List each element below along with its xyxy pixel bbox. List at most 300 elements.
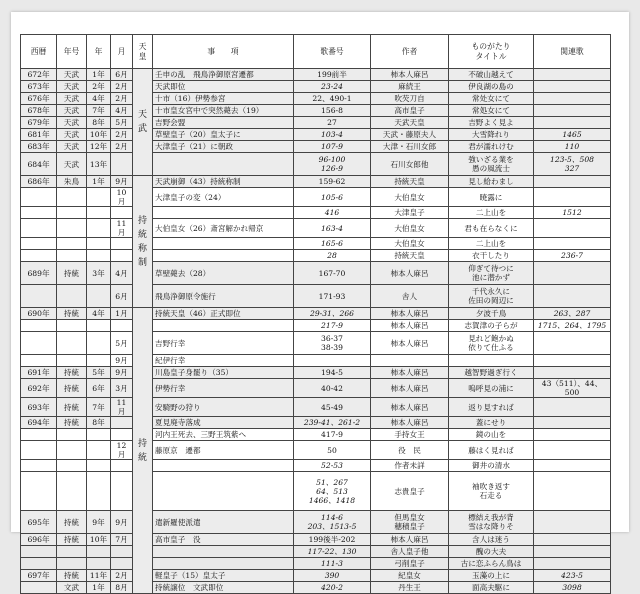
cell-title: 藤はく見れば	[449, 441, 534, 460]
cell-event: 大津皇子（21）に朝政	[153, 141, 294, 153]
cell-song: 36-37 38-39	[294, 332, 371, 355]
cell-event: 安騎野の狩り	[153, 398, 294, 417]
cell-year	[21, 460, 57, 472]
cell-event: 持統譲位 文武即位	[153, 582, 294, 594]
cell-title: 衣干したり	[449, 250, 534, 262]
cell-era: 天武	[57, 129, 87, 141]
cell-year: 683年	[21, 141, 57, 153]
cell-month	[111, 320, 133, 332]
cell-era: 天武	[57, 105, 87, 117]
cell-event: 夏見廃寺落成	[153, 417, 294, 429]
cell-month: 9月	[111, 367, 133, 379]
table-row	[21, 93, 611, 105]
cell-year	[21, 558, 57, 570]
header-jiko: 事 項	[153, 35, 294, 69]
cell-era: 文武	[57, 582, 87, 594]
table-row	[21, 262, 611, 285]
cell-month: 11月	[111, 398, 133, 417]
cell-title: 常处女にて	[449, 93, 534, 105]
cell-month	[111, 153, 133, 176]
table-row	[21, 238, 611, 250]
cell-song: 22、490-1	[294, 93, 371, 105]
cell-related	[534, 219, 611, 238]
cell-author: 大伯皇女	[371, 219, 449, 238]
cell-author: 志貴皇子	[371, 472, 449, 511]
cell-era	[57, 188, 87, 207]
cell-nen: 1年	[87, 176, 111, 188]
cell-author: 柿本人麻呂	[371, 367, 449, 379]
table-row	[21, 441, 611, 460]
cell-title: 標結え我が背 雪はな降りそ	[449, 511, 534, 534]
cell-era	[57, 332, 87, 355]
cell-month: 1月	[111, 308, 133, 320]
cell-song: 217-9	[294, 320, 371, 332]
cell-related	[534, 558, 611, 570]
header-kabango: 歌番号	[294, 35, 371, 69]
cell-era	[57, 207, 87, 219]
cell-author: 柿本人麻呂	[371, 320, 449, 332]
header-nengo: 年号	[57, 35, 87, 69]
cell-author	[371, 355, 449, 367]
cell-era: 持統	[57, 570, 87, 582]
cell-song	[294, 355, 371, 367]
cell-year	[21, 355, 57, 367]
cell-related: 423-5	[534, 570, 611, 582]
cell-title: 二上山を	[449, 238, 534, 250]
cell-month: 6月	[111, 69, 133, 81]
cell-author: 大伯皇女	[371, 238, 449, 250]
cell-year: 684年	[21, 153, 57, 176]
cell-title	[449, 355, 534, 367]
emperor-char: 持	[137, 215, 147, 226]
header-tsuki: 月	[111, 35, 133, 69]
table-row	[21, 207, 611, 219]
table-row	[21, 69, 611, 81]
cell-title: 袖吹き返す 石走る	[449, 472, 534, 511]
cell-title: 君も在らなくに	[449, 219, 534, 238]
cell-nen	[87, 441, 111, 460]
cell-era	[57, 238, 87, 250]
cell-author: 役 民	[371, 441, 449, 460]
cell-song: 52-53	[294, 460, 371, 472]
cell-song: 103-4	[294, 129, 371, 141]
cell-event: 草壁薨去（28）	[153, 262, 294, 285]
cell-song: 50	[294, 441, 371, 460]
cell-nen	[87, 546, 111, 558]
cell-year	[21, 332, 57, 355]
cell-year	[21, 582, 57, 594]
cell-author: 大伯皇女	[371, 188, 449, 207]
cell-year: 676年	[21, 93, 57, 105]
cell-title: 面高夫駆に	[449, 582, 534, 594]
cell-title: 含人は迷う	[449, 534, 534, 546]
cell-song: 27	[294, 117, 371, 129]
cell-nen: 1年	[87, 582, 111, 594]
table-row	[21, 141, 611, 153]
table-row	[21, 308, 611, 320]
cell-month	[111, 417, 133, 429]
table-row	[21, 379, 611, 398]
cell-year: 696年	[21, 534, 57, 546]
cell-month: 2月	[111, 141, 133, 153]
cell-era: 持統	[57, 308, 87, 320]
cell-related	[534, 81, 611, 93]
cell-nen	[87, 238, 111, 250]
cell-nen: 7年	[87, 398, 111, 417]
cell-author: 吹芡刀自	[371, 93, 449, 105]
cell-event	[153, 472, 294, 511]
cell-song: 390	[294, 570, 371, 582]
cell-nen	[87, 332, 111, 355]
cell-year	[21, 238, 57, 250]
cell-author: 大津皇子	[371, 207, 449, 219]
cell-song: 199前半	[294, 69, 371, 81]
cell-event: 飛鳥浄御原令施行	[153, 285, 294, 308]
cell-year	[21, 546, 57, 558]
cell-event	[153, 320, 294, 332]
cell-event: 川島皇子身罷り（35）	[153, 367, 294, 379]
cell-related	[534, 117, 611, 129]
cell-related	[534, 367, 611, 379]
cell-event	[153, 546, 294, 558]
cell-title: 吉野よく見よ	[449, 117, 534, 129]
cell-author: 柿本人麻呂	[371, 534, 449, 546]
cell-related	[534, 176, 611, 188]
cell-nen: 1年	[87, 69, 111, 81]
cell-related	[534, 332, 611, 355]
cell-era	[57, 355, 87, 367]
cell-title: 見れど飽かぬ 依りて仕ふる	[449, 332, 534, 355]
header-seireki: 西暦	[21, 35, 57, 69]
cell-month	[111, 460, 133, 472]
cell-nen	[87, 472, 111, 511]
chronology-table	[20, 34, 611, 594]
cell-author: 柿本人麻呂	[371, 332, 449, 355]
header-kanrenka: 関連歌	[534, 35, 611, 69]
cell-author: 柿本人麻呂	[371, 308, 449, 320]
cell-song: 28	[294, 250, 371, 262]
cell-year	[21, 188, 57, 207]
cell-related	[534, 69, 611, 81]
cell-related	[534, 441, 611, 460]
cell-year: 692年	[21, 379, 57, 398]
cell-related: 110	[534, 141, 611, 153]
cell-nen: 13年	[87, 153, 111, 176]
cell-era: 天武	[57, 117, 87, 129]
cell-nen	[87, 429, 111, 441]
cell-era: 天武	[57, 93, 87, 105]
cell-year: 695年	[21, 511, 57, 534]
cell-year	[21, 320, 57, 332]
table-row	[21, 105, 611, 117]
cell-year	[21, 472, 57, 511]
cell-related: 1512	[534, 207, 611, 219]
cell-author: 天武天皇	[371, 117, 449, 129]
cell-song: 420-2	[294, 582, 371, 594]
cell-month	[111, 429, 133, 441]
emperor-char: 制	[137, 257, 147, 268]
cell-related	[534, 188, 611, 207]
cell-song: 51、267 64、513 1466、1418	[294, 472, 371, 511]
cell-event: 吉野行幸	[153, 332, 294, 355]
table-row	[21, 417, 611, 429]
cell-title: 越智野過ぎ行く	[449, 367, 534, 379]
cell-song: 417-9	[294, 429, 371, 441]
cell-month	[111, 207, 133, 219]
cell-emperor	[133, 176, 153, 308]
cell-nen	[87, 188, 111, 207]
cell-nen: 9年	[87, 511, 111, 534]
header-monogatari-line2: タイトル	[475, 51, 507, 61]
cell-related: 263、287	[534, 308, 611, 320]
cell-month: 6月	[111, 285, 133, 308]
table-row	[21, 355, 611, 367]
cell-related	[534, 472, 611, 511]
cell-era: 天武	[57, 69, 87, 81]
cell-author: 舎人皇子他	[371, 546, 449, 558]
cell-title: 夕波千鳥	[449, 308, 534, 320]
cell-month: 2月	[111, 81, 133, 93]
cell-related: 3098	[534, 582, 611, 594]
cell-event: 草壁皇子（20）皇太子に	[153, 129, 294, 141]
cell-era: 天武	[57, 153, 87, 176]
cell-author: 作者未詳	[371, 460, 449, 472]
cell-author: 但馬皇女 穂積皇子	[371, 511, 449, 534]
cell-era: 天武	[57, 141, 87, 153]
emperor-char: 持	[137, 438, 147, 449]
cell-song: 159-62	[294, 176, 371, 188]
cell-song: 107-9	[294, 141, 371, 153]
cell-nen	[87, 558, 111, 570]
cell-event: 大伯皇女（26）斎宮解かれ帰京	[153, 219, 294, 238]
cell-era: 持統	[57, 417, 87, 429]
cell-nen	[87, 460, 111, 472]
cell-title: 千代永久に 佐田の岡辺に	[449, 285, 534, 308]
cell-nen	[87, 250, 111, 262]
cell-year: 694年	[21, 417, 57, 429]
cell-era: 持統	[57, 534, 87, 546]
cell-author: 柿本人麻呂	[371, 69, 449, 81]
cell-song: 105-6	[294, 188, 371, 207]
cell-era	[57, 558, 87, 570]
cell-song: 45-49	[294, 398, 371, 417]
cell-event: 十市皇女宮中で突然薨去（19）	[153, 105, 294, 117]
cell-nen: 4年	[87, 93, 111, 105]
cell-related	[534, 105, 611, 117]
cell-month: 9月	[111, 176, 133, 188]
header-monogatari-line1: ものがたり	[471, 41, 511, 51]
cell-author: 柿本人麻呂	[371, 379, 449, 398]
cell-year: 691年	[21, 367, 57, 379]
cell-song: 171-93	[294, 285, 371, 308]
cell-song: 40-42	[294, 379, 371, 398]
cell-song: 194-5	[294, 367, 371, 379]
table-row	[21, 153, 611, 176]
cell-year	[21, 250, 57, 262]
cell-era	[57, 250, 87, 262]
cell-month: 3月	[111, 379, 133, 398]
cell-author: 丹生王	[371, 582, 449, 594]
cell-era: 持統	[57, 379, 87, 398]
cell-era	[57, 285, 87, 308]
cell-title: 君が濡れけむ	[449, 141, 534, 153]
cell-related	[534, 285, 611, 308]
cell-year: 678年	[21, 105, 57, 117]
cell-event: 大津皇子の変（24）	[153, 188, 294, 207]
cell-year: 672年	[21, 69, 57, 81]
table-row	[21, 188, 611, 207]
cell-related	[534, 546, 611, 558]
table-row	[21, 320, 611, 332]
cell-author: 天武・藤原夫人	[371, 129, 449, 141]
cell-related: 236-7	[534, 250, 611, 262]
cell-song: 239-41、261-2	[294, 417, 371, 429]
cell-author: 麻続王	[371, 81, 449, 93]
emperor-char: 天	[137, 110, 147, 120]
cell-year	[21, 441, 57, 460]
cell-year: 679年	[21, 117, 57, 129]
cell-author: 持統天皇	[371, 250, 449, 262]
cell-song: 96-100 126-9	[294, 153, 371, 176]
cell-era: 朱鳥	[57, 176, 87, 188]
table-row	[21, 472, 611, 511]
cell-song: 114-6 203、1513-5	[294, 511, 371, 534]
table-row	[21, 558, 611, 570]
cell-title: 伊良湖の島の	[449, 81, 534, 93]
cell-song: 165-6	[294, 238, 371, 250]
header-nen: 年	[87, 35, 111, 69]
table-row	[21, 429, 611, 441]
header-row	[21, 35, 611, 69]
emperor-char: 統	[137, 452, 147, 463]
cell-author: 柿本人麻呂	[371, 417, 449, 429]
cell-era	[57, 320, 87, 332]
cell-month: 2月	[111, 93, 133, 105]
emperor-char: 称	[137, 243, 147, 254]
cell-title: 蓋にせり	[449, 417, 534, 429]
cell-related: 43（511）、44、500	[534, 379, 611, 398]
cell-nen	[87, 285, 111, 308]
cell-author: 柿本人麻呂	[371, 262, 449, 285]
cell-year: 673年	[21, 81, 57, 93]
cell-nen	[87, 207, 111, 219]
cell-title: 暁露に	[449, 188, 534, 207]
table-row	[21, 460, 611, 472]
cell-song: 167-70	[294, 262, 371, 285]
cell-nen: 6年	[87, 379, 111, 398]
cell-author: 弓削皇子	[371, 558, 449, 570]
cell-song: 163-4	[294, 219, 371, 238]
cell-year	[21, 429, 57, 441]
table-row	[21, 129, 611, 141]
cell-nen: 8年	[87, 117, 111, 129]
cell-event	[153, 460, 294, 472]
cell-year: 681年	[21, 129, 57, 141]
cell-month: 5月	[111, 332, 133, 355]
cell-era: 持統	[57, 262, 87, 285]
cell-author: 手持女王	[371, 429, 449, 441]
cell-year: 697年	[21, 570, 57, 582]
cell-song: 29-31、266	[294, 308, 371, 320]
table-row	[21, 570, 611, 582]
cell-title: 醜の大夫	[449, 546, 534, 558]
cell-nen: 10年	[87, 129, 111, 141]
cell-year: 686年	[21, 176, 57, 188]
cell-month: 10月	[111, 188, 133, 207]
cell-month: 2月	[111, 570, 133, 582]
cell-song: 111-3	[294, 558, 371, 570]
cell-emperor	[133, 69, 153, 176]
cell-month	[111, 250, 133, 262]
cell-event: 十市（16）伊勢参宮	[153, 93, 294, 105]
cell-event: 遣新羅使派遣	[153, 511, 294, 534]
cell-era	[57, 546, 87, 558]
cell-related	[534, 417, 611, 429]
table-row	[21, 250, 611, 262]
cell-nen	[87, 320, 111, 332]
cell-song: 156-8	[294, 105, 371, 117]
cell-nen	[87, 219, 111, 238]
table-row	[21, 219, 611, 238]
cell-era: 持統	[57, 367, 87, 379]
cell-song: 416	[294, 207, 371, 219]
cell-year	[21, 285, 57, 308]
cell-era: 持統	[57, 511, 87, 534]
cell-year: 690年	[21, 308, 57, 320]
cell-author: 舎人	[371, 285, 449, 308]
cell-song: 199後半-202	[294, 534, 371, 546]
cell-related	[534, 511, 611, 534]
cell-nen: 10年	[87, 534, 111, 546]
cell-title: 大雪降れり	[449, 129, 534, 141]
cell-month: 4月	[111, 105, 133, 117]
cell-related	[534, 429, 611, 441]
cell-month: 7月	[111, 534, 133, 546]
cell-nen: 11年	[87, 570, 111, 582]
table-body	[21, 69, 611, 594]
cell-nen: 3年	[87, 262, 111, 285]
cell-nen: 8年	[87, 417, 111, 429]
cell-month: 11月	[111, 219, 133, 238]
cell-month	[111, 546, 133, 558]
cell-event: 吉野会盟	[153, 117, 294, 129]
cell-title: 古に恋ふらん鳥は	[449, 558, 534, 570]
cell-event: 河内王死去、三野王筑紫へ	[153, 429, 294, 441]
cell-year	[21, 219, 57, 238]
emperor-char: 統	[137, 229, 147, 240]
cell-event: 伊勢行幸	[153, 379, 294, 398]
cell-event: 紀伊行幸	[153, 355, 294, 367]
cell-era	[57, 429, 87, 441]
table-row	[21, 511, 611, 534]
cell-author: 柿本人麻呂	[371, 398, 449, 417]
cell-event: 天武崩御（43）持統称制	[153, 176, 294, 188]
cell-song: 117-22、130	[294, 546, 371, 558]
cell-related: 1715、264、1795	[534, 320, 611, 332]
cell-event: 天武即位	[153, 81, 294, 93]
cell-month: 2月	[111, 129, 133, 141]
cell-title: 玉藻の上に	[449, 570, 534, 582]
cell-event	[153, 558, 294, 570]
header-sakusha: 作者	[371, 35, 449, 69]
cell-era	[57, 219, 87, 238]
header-tenno: 天皇	[133, 35, 153, 69]
cell-era	[57, 460, 87, 472]
cell-year	[21, 207, 57, 219]
cell-era	[57, 441, 87, 460]
cell-event	[153, 250, 294, 262]
cell-author: 紀皇女	[371, 570, 449, 582]
